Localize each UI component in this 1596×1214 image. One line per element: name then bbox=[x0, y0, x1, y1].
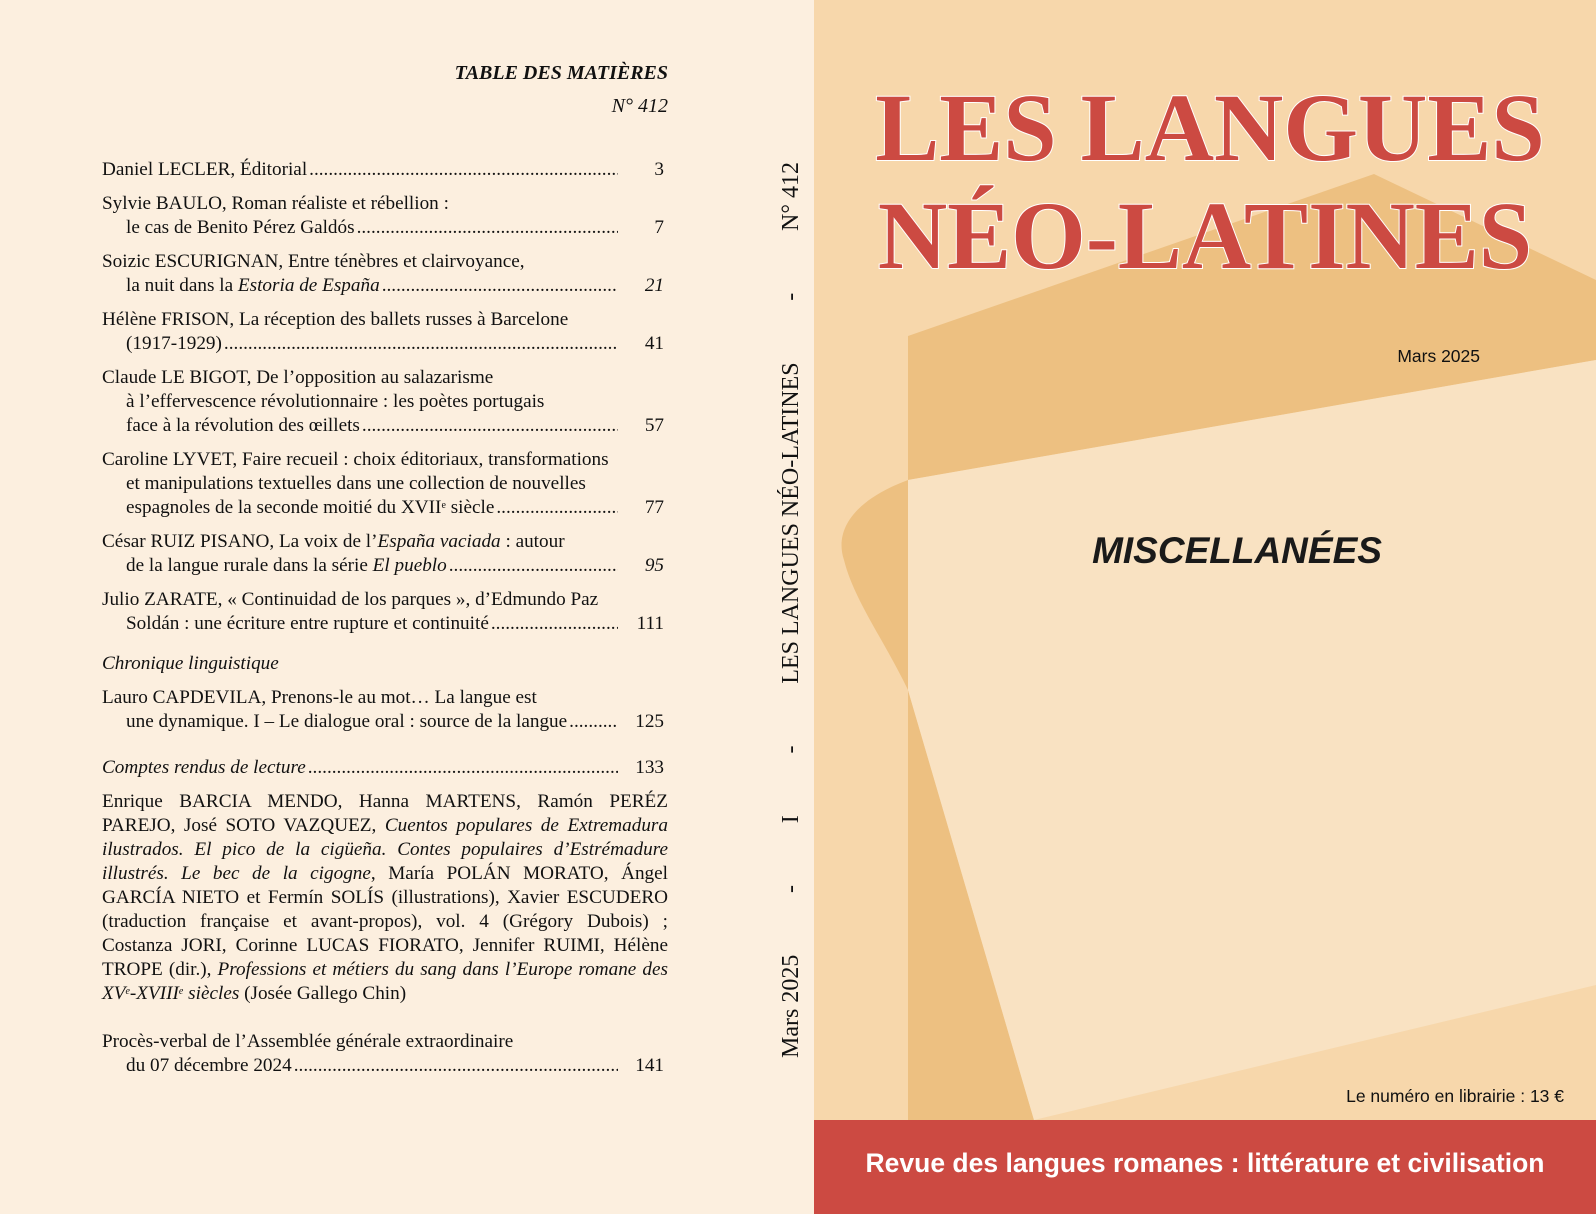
spine-date: Mars 2025 bbox=[777, 954, 804, 1058]
entry-title: Éditorial bbox=[240, 159, 308, 180]
entry-title: Roman réaliste et rébellion : bbox=[231, 193, 449, 214]
toc-issue-number: N° 412 bbox=[611, 95, 668, 117]
entry-title: La réception des ballets russes à Barcelone bbox=[238, 309, 569, 330]
entry-title-cont: (1917-1929) bbox=[126, 333, 222, 354]
entry-title-cont: espagnoles de la seconde moitié du XVII bbox=[126, 497, 442, 518]
entry-page: 141 bbox=[635, 1055, 664, 1076]
entry-author: Claude LE BIGOT bbox=[102, 367, 247, 388]
entry-title: De l’opposition au salazarisme bbox=[256, 367, 494, 388]
entry-title: Procès-verbal de l’Assemblée générale extraordinaire bbox=[102, 1031, 514, 1052]
entry-page: 41 bbox=[644, 333, 664, 354]
toc-entry: Julio ZARATE, « Continuidad de los parques », d’Edmundo Paz Soldán : une écriture entre rupture et continuité ..... 111 bbox=[102, 588, 668, 636]
table-of-contents bbox=[102, 158, 668, 1088]
entry-title-cont: Soldán : une écriture entre rupture et continuité bbox=[126, 613, 489, 634]
reviews-italic: -XVIII bbox=[129, 983, 179, 1004]
toc-entry: Sylvie BAULO, Roman réaliste et rébellion : le cas de Benito Pérez Galdós ..... 7 bbox=[102, 192, 668, 240]
toc-entry: Caroline LYVET, Faire recueil : choix éditoriaux, transformations et manipulations textuelles dans une collection de nouvelles espagnoles de la seconde moitié du XVIIe siècle ..... 77 bbox=[102, 448, 668, 520]
entry-page: 95 bbox=[644, 555, 664, 576]
spine bbox=[768, 160, 814, 1060]
cover-tagline: Revue des langues romanes : littérature et civilisation bbox=[865, 1148, 1545, 1178]
cover-title-line2: NÉO-LATINES bbox=[877, 182, 1533, 289]
toc-entry: Soizic ESCURIGNAN, Entre ténèbres et clairvoyance, la nuit dans la Estoria de España ..... 21 bbox=[102, 250, 668, 298]
front-cover bbox=[814, 0, 1596, 1214]
entry-title-cont: face à la révolution des œillets bbox=[126, 415, 360, 436]
reviews-text: Enrique BARCIA MENDO, Hanna MARTENS, Ramón PERÉZ PAREJO, José SOTO VAZQUEZ, bbox=[102, 791, 668, 836]
toc-entry: Claude LE BIGOT, De l’opposition au salazarisme à l’effervescence révolutionnaire : les poètes portugais face à la révolution des œillets ..... 57 bbox=[102, 366, 668, 438]
section-heading: Chronique linguistique bbox=[102, 653, 279, 674]
entry-author: Lauro CAPDEVILA bbox=[102, 687, 262, 708]
entry-author: Soizic ESCURIGNAN bbox=[102, 251, 279, 272]
entry-title-cont: une dynamique. I – Le dialogue oral : source de la langue bbox=[126, 711, 568, 732]
cover-theme: MISCELLANÉES bbox=[1092, 530, 1382, 571]
toc-title: TABLE DES MATIÈRES bbox=[454, 62, 668, 84]
toc-entry-comptes-rendus bbox=[102, 756, 668, 780]
entry-author: Daniel LECLER bbox=[102, 159, 231, 180]
toc-entry: Hélène FRISON, La réception des ballets russes à Barcelone (1917-1929) ..... 41 bbox=[102, 308, 668, 356]
spine-title: LES LANGUES NÉO-LATINES bbox=[777, 362, 804, 684]
entry-title-italic: España vaciada bbox=[377, 531, 501, 552]
toc-entry: Lauro CAPDEVILA, Prenons-le au mot… La langue est une dynamique. I – Le dialogue oral : source de la langue ..... 125 bbox=[102, 686, 668, 734]
cover-title-line1: LES LANGUES bbox=[875, 74, 1545, 181]
superscript: e bbox=[441, 500, 446, 511]
entry-page: 57 bbox=[644, 415, 664, 436]
entry-title-cont: du 07 décembre 2024 bbox=[126, 1055, 292, 1076]
entry-title-cont: siècle bbox=[445, 497, 495, 518]
spine-separator: - bbox=[777, 745, 804, 754]
entry-title: La voix de l’ bbox=[278, 531, 378, 552]
entry-title: : autour bbox=[500, 531, 565, 552]
entry-author: Sylvie BAULO bbox=[102, 193, 222, 214]
entry-page: 3 bbox=[654, 159, 664, 180]
reviews-italic: siècles bbox=[183, 983, 240, 1004]
reviews-paragraph bbox=[102, 790, 668, 1006]
spine-separator: - bbox=[777, 292, 804, 301]
reviews-text: (Josée Gallego Chin) bbox=[239, 983, 407, 1004]
entry-author: Hélène FRISON bbox=[102, 309, 230, 330]
reviews-italic: Professions et métiers du sang dans l’Europe romane des XV bbox=[102, 959, 668, 1004]
entry-page: 21 bbox=[644, 275, 664, 296]
spine-text bbox=[768, 160, 814, 1060]
entry-title-cont: et manipulations textuelles dans une collection de nouvelles bbox=[126, 473, 586, 494]
section-heading: Comptes rendus de lecture bbox=[102, 757, 306, 778]
entry-title-cont: le cas de Benito Pérez Galdós bbox=[126, 217, 355, 238]
entry-page: 125 bbox=[635, 711, 664, 732]
entry-page: 7 bbox=[654, 217, 664, 238]
entry-page: 133 bbox=[635, 757, 664, 778]
entry-page: 77 bbox=[644, 497, 664, 518]
entry-title: « Continuidad de los parques », d’Edmundo Paz bbox=[227, 589, 599, 610]
cover-panel-shape bbox=[908, 360, 1596, 1120]
entry-title-cont: la nuit dans la bbox=[126, 275, 238, 296]
spine-separator: - bbox=[777, 884, 804, 893]
entry-title-italic: El pueblo bbox=[372, 555, 447, 576]
spine-volume: I bbox=[777, 815, 804, 824]
entry-title-italic: Estoria de España bbox=[237, 275, 380, 296]
entry-author: Caroline LYVET bbox=[102, 449, 233, 470]
spine-number: N° 412 bbox=[777, 162, 804, 231]
reviews-text: , María POLÁN MORATO, Ángel GARCÍA NIETO et Fermín SOLÍS (illustrations), Xavier ESCUDERO (traduction française et avant-propos), vol. 4 (Grégory Dubois) ; Costanza JORI, Corinne LUCAS FIORATO, Jennifer RUIMI, Hélène TROPE (dir.), bbox=[102, 863, 668, 980]
entry-page: 111 bbox=[636, 613, 664, 634]
entry-author: César RUIZ PISANO bbox=[102, 531, 270, 552]
reviews-italic: Cuentos populares de Extremadura ilustrados. El pico de la cigüeña. Contes populaires d’Estrémadure illustrés. Le bec de la cigogne bbox=[102, 815, 668, 884]
cover-price: Le numéro en librairie : 13 € bbox=[1346, 1086, 1564, 1106]
cover-date: Mars 2025 bbox=[1397, 346, 1480, 366]
cover-bottom-band bbox=[814, 1120, 1596, 1214]
superscript: e bbox=[178, 986, 184, 997]
entry-title-cont: de la langue rurale dans la série bbox=[126, 555, 373, 576]
entry-author: Julio ZARATE bbox=[102, 589, 218, 610]
entry-title: Prenons-le au mot… La langue est bbox=[270, 687, 537, 708]
superscript: e bbox=[125, 986, 130, 997]
toc-entry: Daniel LECLER, Éditorial ..... 3 bbox=[102, 158, 668, 182]
entry-title: Entre ténèbres et clairvoyance, bbox=[288, 251, 525, 272]
toc-entry bbox=[102, 1030, 668, 1078]
entry-title: Faire recueil : choix éditoriaux, transformations bbox=[242, 449, 609, 470]
toc-entry: César RUIZ PISANO, La voix de l’España vaciada : autour de la langue rurale dans la série El pueblo ..... 95 bbox=[102, 530, 668, 578]
entry-title-cont: à l’effervescence révolutionnaire : les poètes portugais bbox=[126, 391, 545, 412]
